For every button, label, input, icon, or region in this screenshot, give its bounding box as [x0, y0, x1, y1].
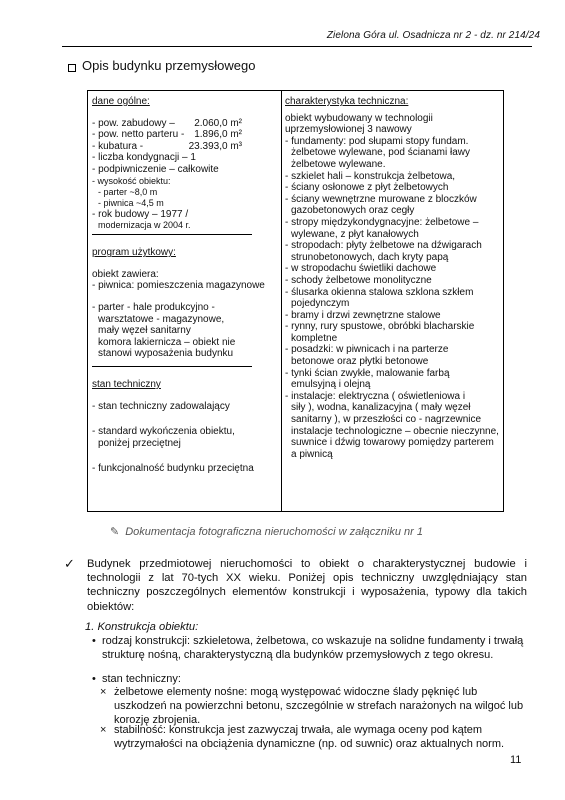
- tech-line: - fundamenty: pod słupami stopy fundam.: [285, 135, 469, 147]
- net-area-row: - pow. netto parteru - 1.896,0 m²: [92, 129, 242, 141]
- dot-bullet-icon: •: [92, 635, 96, 647]
- tech-line: żelbetowe wylewane, pod ścianami ławy: [291, 147, 470, 159]
- square-bullet-icon: [68, 64, 76, 72]
- running-header: Zielona Góra ul. Osadnicza nr 2 - dz. nr 214/24: [326, 30, 540, 41]
- technical-characteristics-heading: charakterystyka techniczna:: [285, 96, 409, 107]
- tech-line: - stropodach: płyty żelbetowe na dźwigarach: [285, 240, 482, 252]
- tech-line: - szkielet hali – konstrukcja żelbetowa,: [285, 170, 456, 182]
- ground-usage-line-4: komora lakiernicza – obiekt nie: [98, 336, 236, 348]
- height-basement-line: - piwnica ~4,5 m: [98, 197, 164, 208]
- tech-line: suwnice i dźwig towarowy pomiędzy parterem: [291, 437, 494, 449]
- tech-line: gazobetonowych oraz cegły: [291, 205, 415, 217]
- photo-documentation-note: ✎ Dokumentacja fotograficzna nieruchomości w załączniku nr 1: [110, 526, 423, 538]
- tech-line: - ślusarka okienna stalowa szklona szkłem: [285, 286, 474, 298]
- functionality-line: - funkcjonalność budynku przeciętna: [92, 463, 254, 475]
- tech-line: żelbetowe wylewane.: [291, 158, 386, 170]
- tech-line: - ściany wewnętrzne murowane z bloczków: [285, 193, 477, 205]
- tech-line: - stropy międzykondygnacyjne: żelbetowe –: [285, 216, 479, 228]
- tech-line: pojedynczym: [291, 298, 350, 310]
- cross-bullet-icon: ×: [100, 686, 107, 698]
- tech-line: - schody żelbetowe monolityczne: [285, 274, 432, 286]
- build-year-line: - rok budowy – 1977 /: [92, 208, 189, 220]
- left-divider-2: [92, 366, 252, 367]
- dot-bullet-icon: •: [92, 673, 96, 685]
- pencil-icon: ✎: [110, 526, 120, 538]
- height-line: - wysokość obiektu:: [92, 175, 171, 186]
- modernization-line: modernizacja w 2004 r.: [98, 220, 191, 231]
- condition-line: - stan techniczny zadowalający: [92, 400, 230, 412]
- section-title: Opis budynku przemysłowego: [82, 58, 256, 73]
- tech-line: betonowe oraz płytki betonowe: [291, 356, 429, 368]
- finish-standard-line-2: poniżej przeciętnej: [98, 437, 181, 449]
- tech-line: - ściany osłonowe z płyt żelbetowych: [285, 182, 449, 194]
- tech-line: kompletne: [291, 332, 338, 344]
- usage-program-heading: program użytkowy:: [92, 247, 176, 259]
- general-data-heading: dane ogólne:: [92, 96, 150, 107]
- object-contains-line: obiekt zawiera:: [92, 268, 159, 280]
- sub-bullet-item: × żelbetowe elementy nośne: mogą występować widoczne ślady pęknięć lub uszkodzeń na powierzchni betonu, szczególnie w strefach narażonych na wilgoć lub korozję zbrojenia.: [100, 686, 524, 727]
- tech-line: uprzemysłowionej 3 nawowy: [285, 124, 412, 136]
- tech-line: - instalacje: elektryczna ( oświetleniowa i: [285, 390, 466, 402]
- cross-bullet-icon: ×: [100, 724, 107, 736]
- tech-line: a piwnicą: [291, 448, 333, 460]
- table-column-divider: [281, 90, 282, 512]
- tech-line: sanitarny ), w przeszłości co - nagrzewnice: [291, 414, 482, 426]
- table-left-column: [92, 96, 277, 475]
- header-rule: [62, 46, 532, 47]
- tech-line: - bramy i drzwi zewnętrzne stalowe: [285, 309, 441, 321]
- page-number: 11: [510, 754, 522, 766]
- tech-line: wylewane, z płyt kanałowych: [291, 228, 419, 240]
- bullet-item: • stan techniczny:: [92, 673, 181, 685]
- basement-usage-line: - piwnica: pomieszczenia magazynowe: [92, 280, 265, 292]
- left-divider-1: [92, 234, 252, 235]
- ground-usage-line-3: mały węzeł sanitarny: [98, 325, 191, 337]
- tech-line: strunobetonowych, dach kryty papą: [291, 251, 449, 263]
- tech-line: - rynny, rury spustowe, obróbki blacharskie: [285, 321, 475, 333]
- storeys-line: - liczba kondygnacji – 1: [92, 152, 196, 164]
- finish-standard-line-1: - standard wykończenia obiektu,: [92, 426, 235, 438]
- list-item-heading: 1. Konstrukcja obiektu:: [85, 621, 199, 633]
- basement-line: - podpiwniczenie – całkowite: [92, 163, 219, 175]
- tech-line: - tynki ścian zwykłe, malowanie farbą: [285, 367, 450, 379]
- table-right-column: [285, 96, 503, 460]
- bullet-item: • rodzaj konstrukcji: szkieletowa, żelbetowa, co wskazuje na solidne fundamenty i trwałą strukturę nośną, charakterystyczną dla budynków przemysłowych z tego okresu.: [92, 635, 524, 662]
- tech-line: instalacje technologiczne – obecnie nieczynne,: [291, 425, 499, 437]
- check-mark-icon: ✓: [64, 556, 75, 571]
- tech-line: obiekt wybudowany w technologii: [285, 112, 433, 124]
- cubature-row: - kubatura - 23.393,0 m³: [92, 140, 242, 152]
- tech-line: emulsyjną i olejną: [291, 379, 371, 391]
- sub-bullet-item: × stabilność: konstrukcja jest zazwyczaj trwała, ale wymaga oceny pod kątem wytrzymałości na obciążenia dynamiczne (np. od suwnic) oraz aktualnych norm.: [100, 724, 505, 751]
- built-area-row: - pow. zabudowy – 2.060,0 m²: [92, 117, 242, 129]
- tech-line: siły ), wodna, kanalizacyjna ( mały węzeł: [291, 402, 471, 414]
- ground-usage-line-5: stanowi wyposażenia budynku: [98, 348, 234, 360]
- tech-line: - w stropodachu świetliki dachowe: [285, 263, 437, 275]
- ground-usage-line-2: warsztatowe - magazynowe,: [98, 313, 225, 325]
- body-paragraph: Budynek przedmiotowej nieruchomości to obiekt o charakterystycznej budowie i technologii z lat 70-tych XX wieku. Poniżej opis techniczny uwzględniający stan techniczny poszczególnych elementów konstrukcji i wyposażenia, typowy dla takich obiektów:: [87, 558, 527, 613]
- tech-line: - posadzki: w piwnicach i na parterze: [285, 344, 449, 356]
- technical-condition-heading: stan techniczny: [92, 378, 161, 390]
- height-ground-line: - parter ~8,0 m: [98, 186, 158, 197]
- ground-usage-line-1: - parter - hale produkcyjno -: [92, 301, 215, 313]
